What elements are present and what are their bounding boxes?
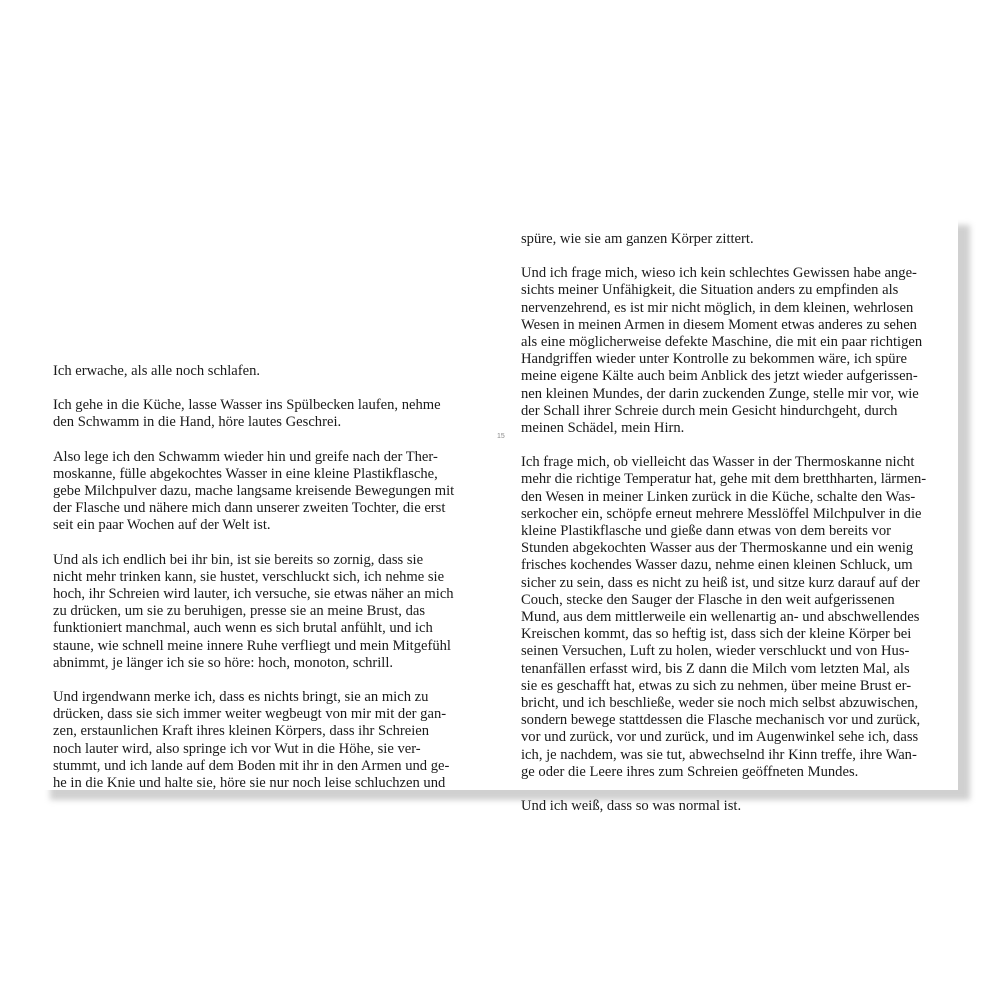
paragraph: Und ich weiß, dass so was normal ist.: [521, 798, 742, 815]
right-page-text: [521, 231, 951, 832]
paragraph: Und irgendwann merke ich, dass es nichts bringt, sie an mich zu drücken, dass sie sich immer weiter wegbeugt von mir mit der gan- zen, erstaunlichen Kraft ihres kleinen Körpers, dass ihr Schreien noch lauter wird, also springe ich vor Wut in die Höhe, sie ver- stummt, und ich lande auf dem Boden mit ihr in den Armen und ge- he in die Knie und halte sie, höre sie nur noch leise schluchzen und: [53, 689, 450, 792]
paragraph: Und ich frage mich, wieso ich kein schlechtes Gewissen habe ange- sichts meiner Unfähigkeit, die Situation anders zu empfinden als nervenzehrend, es ist mir nicht möglich, in dem kleinen, wehrlosen Wesen in meinen Armen in diesem Moment etwas anderes zu sehen als eine möglicherweise defekte Maschine, die mit ein paar richtigen Handgriffen wieder unter Kontrolle zu bekommen wäre, ich spüre meine eigene Kälte auch beim Anblick des jetzt wieder aufgerissen- nen kleinen Mundes, der darin zuckenden Zunge, stelle mir vor, wie der Schall ihrer Schreie durch mein Gesicht hindurchgeht, durch meinen Schädel, mein Hirn.: [521, 265, 923, 437]
paragraph: spüre, wie sie am ganzen Körper zittert.: [521, 231, 754, 247]
paragraph: Ich frage mich, ob vielleicht das Wasser in der Thermoskanne nicht mehr die richtige Temperatur hat, gehe mit dem bretthharten, lärmen- den Wesen in meiner Linken zurück in die Küche, schalte den Was- serkocher ein, schöpfe erneut mehrere Messlöffel Milchpulver in die kleine Plastikflasche und gieße dann etwas von dem bereits vor Stunden abgekochten Wasser aus der Thermoskanne und ein wenig frisches kochendes Wasser dazu, nehme einen kleinen Schluck, um sicher zu sein, dass es nicht zu heiß ist, und sitze kurz darauf auf der Couch, stecke den Sauger der Flasche in den weit aufgerissenen Mund, aus dem mittlerweile ein wellenartig an- und abschwellendes Kreischen kommt, das so heftig ist, dass sich der kleine Körper bei seinen Versuchen, Luft zu holen, wieder verschluckt und von Hus- tenanfällen erfasst wird, bis Z dann die Milch vom letzten Mal, als sie es geschafft hat, etwas zu sich zu nehmen, über meine Brust er- bricht, und ich beschließe, weder sie noch mich selbst abzuwischen, sondern bewege stattdessen die Flasche mechanisch vor und zurück, vor und zurück, vor und zurück, und im Augenwinkel sehe ich, dass ich, je nachdem, was sie tut, abwechselnd ihr Kinn treffe, ihre Wan- ge oder die Leere ihres zum Schreien geöffneten Mundes.: [521, 454, 927, 780]
left-page-text: [53, 363, 483, 809]
paragraph: Und als ich endlich bei ihr bin, ist sie bereits so zornig, dass sie nicht mehr trinken kann, sie hustet, verschluckt sich, ich nehme sie hoch, ihr Schreien wird lauter, ich versuche, sie etwas näher an mich zu drücken, um sie zu beruhigen, presse sie an meine Brust, das funktioniert manchmal, auch wenn es sich brutal anfühlt, und ich staune, wie schnell meine innere Ruhe verfliegt und mein Mitgefühl abnimmt, je länger ich sie so höre: hoch, monoton, schrill.: [53, 551, 454, 671]
paragraph: Ich gehe in die Küche, lasse Wasser ins Spülbecken laufen, nehme den Schwamm in die Hand, höre lautes Geschrei.: [53, 397, 441, 431]
line-number: 15: [497, 433, 505, 440]
paragraph: Ich erwache, als alle noch schlafen.: [53, 363, 261, 379]
paragraph: Also lege ich den Schwamm wieder hin und greife nach der Ther- moskanne, fülle abgekochtes Wasser in eine kleine Plastikflasche, gebe Milchpulver dazu, mache langsame kreisende Bewegungen mit der Flasche und nähere mich dann unserer zweiten Tochter, die erst seit ein paar Wochen auf der Welt ist.: [53, 448, 455, 534]
